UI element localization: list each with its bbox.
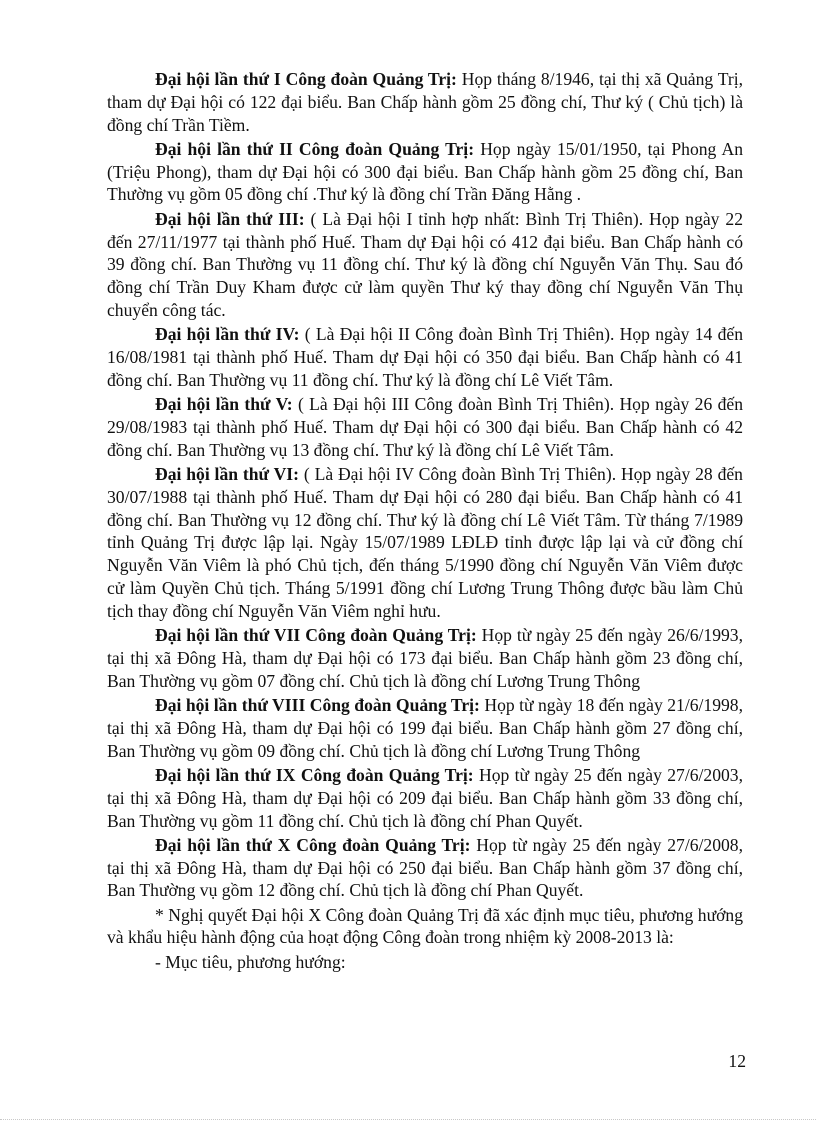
paragraph-text: ( Là Đại hội IV Công đoàn Bình Trị Thiên). Họp ngày 28 đến 30/07/1988 tại thành phố Huế. Tham dự Đại hội có 280 đại biểu. Ban Chấp hành có 41 đồng chí. Ban Thường vụ 12 đồng chí. Thư ký là đồng chí Lê Viết Tâm. Từ tháng 7/1989 tỉnh Quảng Trị được lập lại. Ngày 15/07/1989 LĐLĐ tỉnh được lập lại và cử đồng chí Nguyễn Văn Viêm là phó Chủ tịch, đến tháng 5/1990 đồng chí Nguyễn Văn Viêm được cử làm Quyền Chủ tịch. Tháng 5/1991 đồng chí Lương Trung Thông được bầu làm Chủ tịch thay đồng chí Nguyễn Văn Viêm nghỉ hưu. [107, 464, 743, 621]
paragraph-congress-3 [107, 208, 743, 322]
paragraph-text: Họp từ ngày 25 đến ngày 27/6/2008, tại thị xã Đông Hà, tham dự Đại hội có 250 đại biểu. Ban Chấp hành gồm 37 đồng chí, Ban Thường vụ gồm 12 đồng chí. Chủ tịch là đồng chí Phan Quyết. [107, 834, 743, 901]
paragraph-congress-9 [107, 764, 743, 832]
paragraph-heading: Đại hội lần thứ IV: [155, 324, 300, 345]
paragraph-congress-1 [107, 68, 743, 136]
paragraph-text: * Nghị quyết Đại hội X Công đoàn Quảng Trị đã xác định mục tiêu, phương hướng và khẩu hiệu hành động của hoạt động Công đoàn trong nhiệm kỳ 2008-2013 là: [107, 904, 743, 948]
paragraph-heading: Đại hội lần thứ VII Công đoàn Quảng Trị: [155, 625, 477, 646]
paragraph-text: Họp từ ngày 25 đến ngày 27/6/2003, tại thị xã Đông Hà, tham dự Đại hội có 209 đại biểu. Ban Chấp hành gồm 33 đồng chí, Ban Thường vụ gồm 11 đồng chí. Chủ tịch là đồng chí Phan Quyết. [107, 764, 743, 831]
paragraph-congress-5 [107, 393, 743, 461]
paragraph-heading: Đại hội lần thứ X Công đoàn Quảng Trị: [155, 834, 471, 855]
paragraph-heading: Đại hội lần thứ II Công đoàn Quảng Trị: [155, 138, 475, 159]
paragraph-heading: Đại hội lần thứ V: [155, 394, 293, 415]
paragraph-congress-7 [107, 624, 743, 692]
paragraph-text: Họp từ ngày 18 đến ngày 21/6/1998, tại thị xã Đông Hà, tham dự Đại hội có 199 đại biểu. Ban Chấp hành gồm 27 đồng chí, Ban Thường vụ gồm 09 đồng chí. Chủ tịch là đồng chí Lương Trung Thông [107, 695, 743, 761]
paragraph-text: - Mục tiêu, phương hướng: [155, 951, 346, 972]
paragraph-congress-6 [107, 463, 743, 623]
paragraph-congress-10 [107, 834, 743, 902]
paragraph-text: ( Là Đại hội I tỉnh hợp nhất: Bình Trị Thiên). Họp ngày 22 đến 27/11/1977 tại thành phố Huế. Tham dự Đại hội có 412 đại biểu. Ban Chấp hành có 39 đồng chí. Ban Thường vụ 11 đồng chí. Thư ký là đồng chí Nguyễn Văn Thụ. Sau đó đồng chí Trần Duy Kham được cử làm quyền Thư ký thay đồng chí Nguyễn Văn Thụ chuyển công tác. [107, 208, 743, 320]
paragraph-congress-4 [107, 323, 743, 391]
paragraph-heading: Đại hội lần thứ VIII Công đoàn Quảng Trị: [155, 695, 480, 716]
page-bottom-divider [0, 1119, 816, 1120]
paragraph-resolution-note [107, 904, 743, 950]
page-number: 12 [728, 1051, 746, 1071]
paragraph-text: ( Là Đại hội III Công đoàn Bình Trị Thiên). Họp ngày 26 đến 29/08/1983 tại thành phố Huế. Tham dự Đại hội có 300 đại biểu. Ban Chấp hành có 42 đồng chí. Ban Thường vụ 13 đồng chí. Thư ký là đồng chí Lê Viết Tâm. [107, 394, 743, 460]
paragraph-text: Họp ngày 15/01/1950, tại Phong An (Triệu Phong), tham dự Đại hội có 300 đại biểu. Ban Chấp hành gồm 25 đồng chí, Ban Thường vụ gồm 05 đồng chí .Thư ký là đồng chí Trần Đăng Hằng . [107, 138, 743, 205]
paragraph-heading: Đại hội lần thứ VI: [155, 464, 300, 485]
paragraph-heading: Đại hội lần thứ IX Công đoàn Quảng Trị: [155, 764, 474, 785]
paragraph-text: ( Là Đại hội II Công đoàn Bình Trị Thiên). Họp ngày 14 đến 16/08/1981 tại thành phố Huế. Tham dự Đại hội có 350 đại biểu. Ban Chấp hành có 41 đồng chí. Ban Thường vụ 11 đồng chí. Thư ký là đồng chí Lê Viết Tâm. [107, 324, 744, 390]
paragraph-heading: Đại hội lần thứ III: [155, 208, 305, 229]
paragraph-text: Họp tháng 8/1946, tại thị xã Quảng Trị, tham dự Đại hội có 122 đại biểu. Ban Chấp hành gồm 25 đồng chí, Thư ký ( Chủ tịch) là đồng chí Trần Tiềm. [107, 69, 743, 135]
paragraph-congress-8 [107, 694, 743, 762]
paragraph-congress-2 [107, 138, 743, 206]
document-body [107, 68, 743, 975]
paragraph-heading: Đại hội lần thứ I Công đoàn Quảng Trị: [155, 69, 457, 89]
paragraph-goals-heading [107, 951, 743, 974]
paragraph-text: Họp từ ngày 25 đến ngày 26/6/1993, tại thị xã Đông Hà, tham dự Đại hội có 173 đại biểu. Ban Chấp hành gồm 23 đồng chí, Ban Thường vụ gồm 07 đồng chí. Chủ tịch là đồng chí Lương Trung Thông [107, 625, 743, 691]
